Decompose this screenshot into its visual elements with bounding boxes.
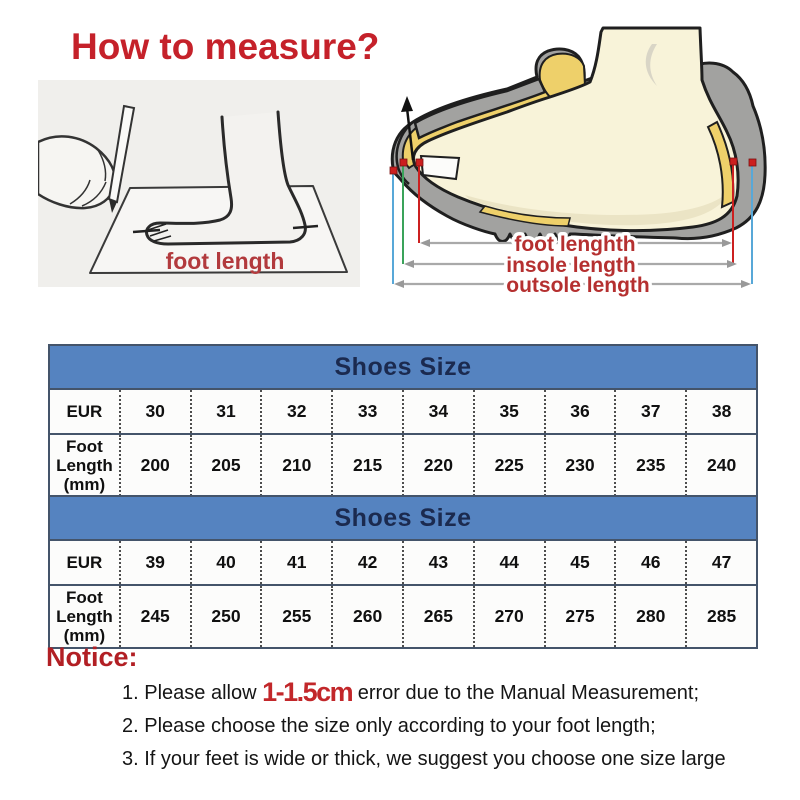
foot-tracing-drawing xyxy=(38,80,360,287)
foot-length-cell: 245 xyxy=(120,585,191,648)
eur-size-cell: 38 xyxy=(686,389,757,434)
foot-length-label: foot length xyxy=(165,248,285,274)
eur-size-cell: 41 xyxy=(261,540,332,585)
notice-item-1 xyxy=(122,677,762,707)
eur-size-cell: 45 xyxy=(545,540,616,585)
row-label-eur: EUR xyxy=(49,540,120,585)
row-label-eur: EUR xyxy=(49,389,120,434)
eur-size-cell: 40 xyxy=(191,540,262,585)
toe-notch xyxy=(421,156,459,179)
foot-length-cell: 265 xyxy=(403,585,474,648)
notice-item-1-highlight: 1-1.5cm xyxy=(262,677,353,707)
foot-length-row xyxy=(49,585,757,648)
foot-length-cell: 250 xyxy=(191,585,262,648)
eur-size-cell: 33 xyxy=(332,389,403,434)
foot-length-cell: 260 xyxy=(332,585,403,648)
notice-item-1-suffix: error due to the Manual Measurement; xyxy=(352,682,700,704)
foot-length-cell: 235 xyxy=(615,434,686,497)
row-label-foot-length xyxy=(49,434,120,497)
foot-length-cell: 210 xyxy=(261,434,332,497)
eur-size-cell: 37 xyxy=(615,389,686,434)
eur-row xyxy=(49,389,757,434)
shoe-diagram-drawing xyxy=(385,10,795,305)
foot-tracing-illustration xyxy=(38,80,360,287)
foot-length-cell: 230 xyxy=(545,434,616,497)
size-table-eur-30-38 xyxy=(48,344,758,498)
foot-length-cell: 275 xyxy=(545,585,616,648)
eur-size-cell: 42 xyxy=(332,540,403,585)
eur-size-cell: 39 xyxy=(120,540,191,585)
row-label-foot-length xyxy=(49,585,120,648)
notice-list xyxy=(122,677,762,779)
row-label-line1: Foot Length xyxy=(56,437,113,476)
notice-heading: Notice: xyxy=(46,642,138,672)
eur-size-cell: 46 xyxy=(615,540,686,585)
eur-size-cell: 32 xyxy=(261,389,332,434)
foot-length-cell: 220 xyxy=(403,434,474,497)
page-title: How to measure? xyxy=(71,26,380,67)
foot-length-cell: 225 xyxy=(474,434,545,497)
notice-item-2: 2. Please choose the size only according to your foot length; xyxy=(122,715,656,737)
foot-length-cell: 270 xyxy=(474,585,545,648)
foot-length-cell: 255 xyxy=(261,585,332,648)
outsole-length-dim-label: outsole length xyxy=(506,274,650,297)
notice-item-3: 3. If your feet is wide or thick, we suggest you choose one size large xyxy=(122,748,726,770)
foot-length-dim-label: foot lenghth xyxy=(514,233,636,256)
foot-length-cell: 200 xyxy=(120,434,191,497)
eur-size-cell: 44 xyxy=(474,540,545,585)
foot-length-row xyxy=(49,434,757,497)
eur-size-cell: 30 xyxy=(120,389,191,434)
eur-size-cell: 43 xyxy=(403,540,474,585)
eur-size-cell: 35 xyxy=(474,389,545,434)
eur-size-cell: 47 xyxy=(686,540,757,585)
notice-item-1-prefix: 1. Please allow xyxy=(122,682,263,704)
table-title: Shoes Size xyxy=(49,345,757,389)
eur-size-cell: 36 xyxy=(545,389,616,434)
foot-length-cell: 240 xyxy=(686,434,757,497)
foot-length-cell: 215 xyxy=(332,434,403,497)
foot-length-cell: 280 xyxy=(615,585,686,648)
foot-length-cell: 285 xyxy=(686,585,757,648)
size-table-eur-39-47 xyxy=(48,495,758,649)
foot-length-cell: 205 xyxy=(191,434,262,497)
eur-row xyxy=(49,540,757,585)
table-title: Shoes Size xyxy=(49,496,757,540)
eur-size-cell: 31 xyxy=(191,389,262,434)
hand xyxy=(38,136,115,208)
row-label-line2: (mm) xyxy=(63,626,106,646)
shoe-measurement-illustration xyxy=(385,10,795,305)
insole-length-dim-label: insole length xyxy=(506,254,636,277)
traced-foot-outline xyxy=(147,112,306,244)
eur-size-cell: 34 xyxy=(403,389,474,434)
row-label-line2: (mm) xyxy=(63,475,106,495)
row-label-line1: Foot Length xyxy=(56,588,113,627)
